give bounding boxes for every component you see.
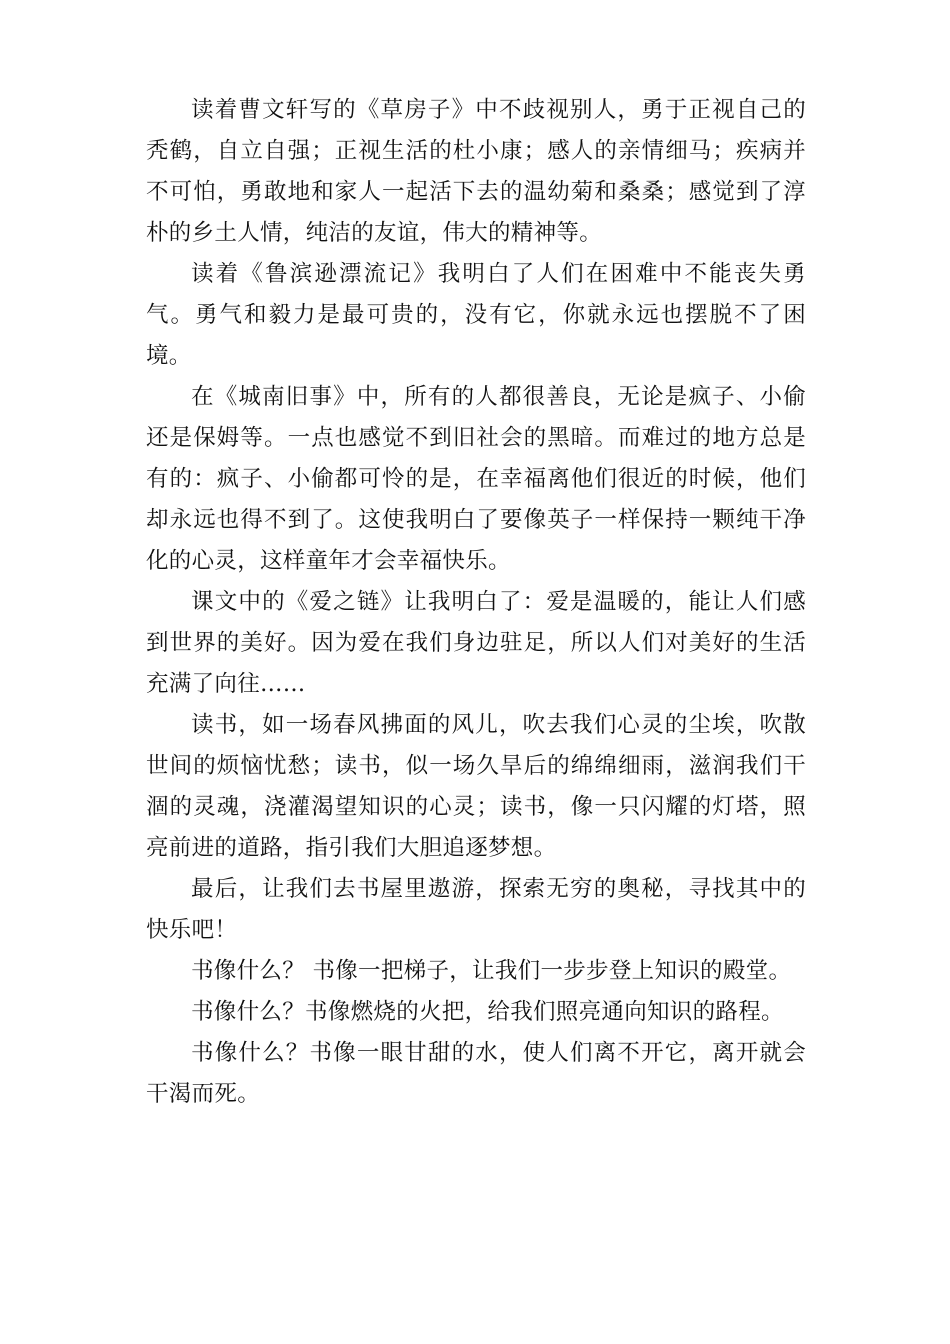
paragraph-chengnan: 在《城南旧事》中，所有的人都很善良，无论是疯子、小偷还是保姆等。一点也感觉不到旧社会的黑暗。而难过的地方总是有的：疯子、小偷都可怜的是，在幸福离他们很近的时候，他们却永远也得不到了。这使我明白了要像英子一样保持一颗纯干净化的心灵，这样童年才会幸福快乐。 <box>146 384 806 574</box>
paragraph-book-water: 书像什么？书像一眼甘甜的水，使人们离不开它，离开就会干渴而死。 <box>146 1040 806 1107</box>
paragraph-conclusion: 最后，让我们去书屋里遨游，探索无穷的奥秘，寻找其中的快乐吧！ <box>146 876 806 943</box>
paragraph-reading: 读书，如一场春风拂面的风儿，吹去我们心灵的尘埃，吹散世间的烦恼忧愁；读书，似一场久旱后的绵绵细雨，滋润我们干涸的灵魂，浇灌渴望知识的心灵；读书，像一只闪耀的灯塔，照亮前进的道路，指引我们大胆追逐梦想。 <box>146 712 806 861</box>
paragraph-book-torch: 书像什么？书像燃烧的火把，给我们照亮通向知识的路程。 <box>191 999 784 1025</box>
paragraph-book-ladder: 书像什么？ 书像一把梯子，让我们一步步登上知识的殿堂。 <box>191 958 792 984</box>
paragraph-caofangzi: 读着曹文轩写的《草房子》中不歧视别人，勇于正视自己的秃鹤，自立自强；正视生活的杜小康；感人的亲情细马；疾病并不可怕，勇敢地和家人一起活下去的温幼菊和桑桑；感觉到了淳朴的乡土人情，纯洁的友谊，伟大的精神等。 <box>146 97 806 246</box>
document-body <box>146 90 806 1115</box>
paragraph-love-chain: 课文中的《爱之链》让我明白了：爱是温暖的，能让人们感到世界的美好。因为爱在我们身边驻足，所以人们对美好的生活充满了向往…… <box>146 589 806 697</box>
paragraph-robinson: 读着《鲁滨逊漂流记》我明白了人们在困难中不能丧失勇气。勇气和毅力是最可贵的，没有它，你就永远也摆脱不了困境。 <box>146 261 806 369</box>
